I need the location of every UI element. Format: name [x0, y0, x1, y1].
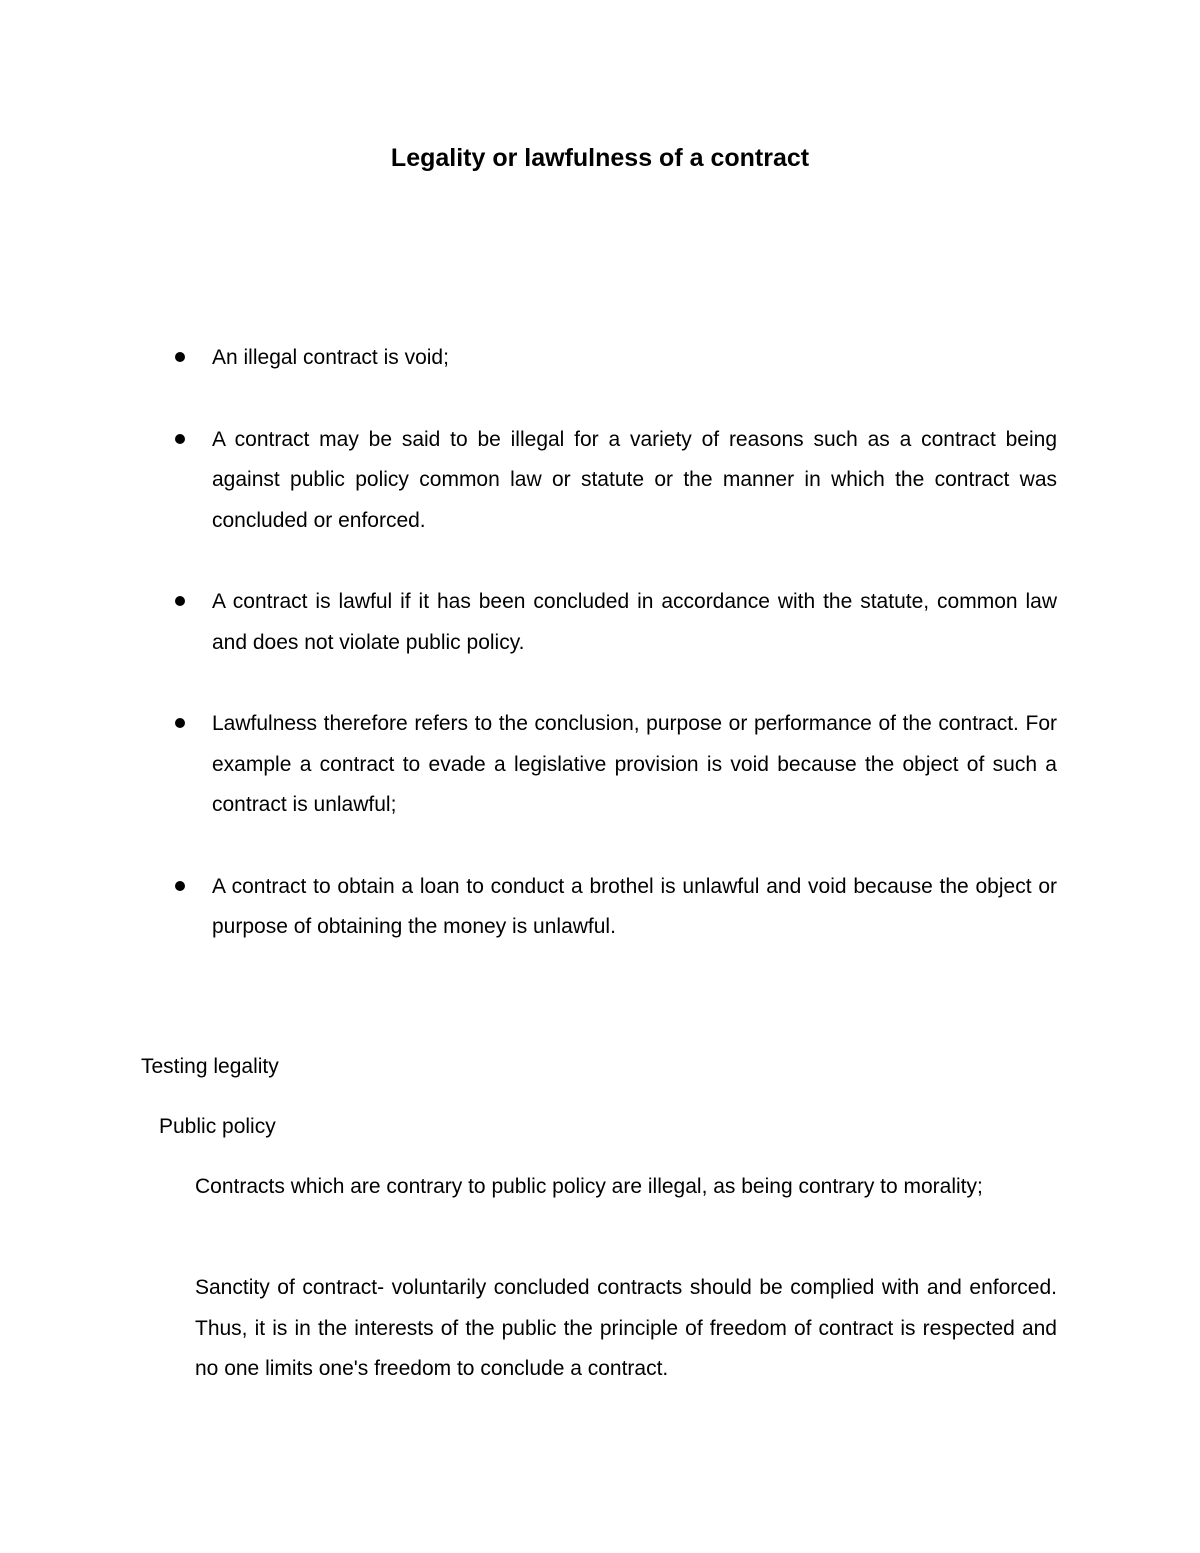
paragraph-sanctity-of-contract: Sanctity of contract- voluntarily concluded contracts should be complied with and enforced. Thus, it is in the interests of the public the principle of freedom of contract is respected and no one limits one's freedom to conclude a contract. [195, 1276, 1057, 1380]
bullet-text: Lawfulness therefore refers to the conclusion, purpose or performance of the contract. For example a contract to evade a legislative provision is void because the object of such a contract is unlawful; [212, 712, 1057, 816]
list-item [0, 704, 1200, 826]
list-item [0, 338, 1200, 379]
bullet-icon [175, 718, 185, 728]
paragraph-public-policy: Contracts which are contrary to public policy are illegal, as being contrary to morality; [195, 1175, 983, 1198]
bullet-icon [175, 434, 185, 444]
section-heading-testing-legality: Testing legality [141, 1055, 279, 1078]
document-title: Legality or lawfulness of a contract [390, 144, 810, 172]
bullet-text: A contract is lawful if it has been concluded in accordance with the statute, common law and does not violate public policy. [212, 590, 1057, 654]
bullet-text: An illegal contract is void; [212, 346, 449, 369]
bullet-text: A contract to obtain a loan to conduct a brothel is unlawful and void because the object or purpose of obtaining the money is unlawful. [212, 874, 1057, 938]
list-item [0, 867, 1200, 948]
list-item [0, 420, 1200, 542]
bullet-icon [175, 596, 185, 606]
bullet-icon [175, 881, 185, 891]
bullet-list [0, 338, 1200, 989]
bullet-icon [175, 352, 185, 362]
bullet-text: A contract may be said to be illegal for a variety of reasons such as a contract being against public policy common law or statute or the manner in which the contract was concluded or enforced. [212, 427, 1057, 532]
list-item [0, 582, 1200, 663]
subheading-public-policy: Public policy [159, 1115, 276, 1138]
